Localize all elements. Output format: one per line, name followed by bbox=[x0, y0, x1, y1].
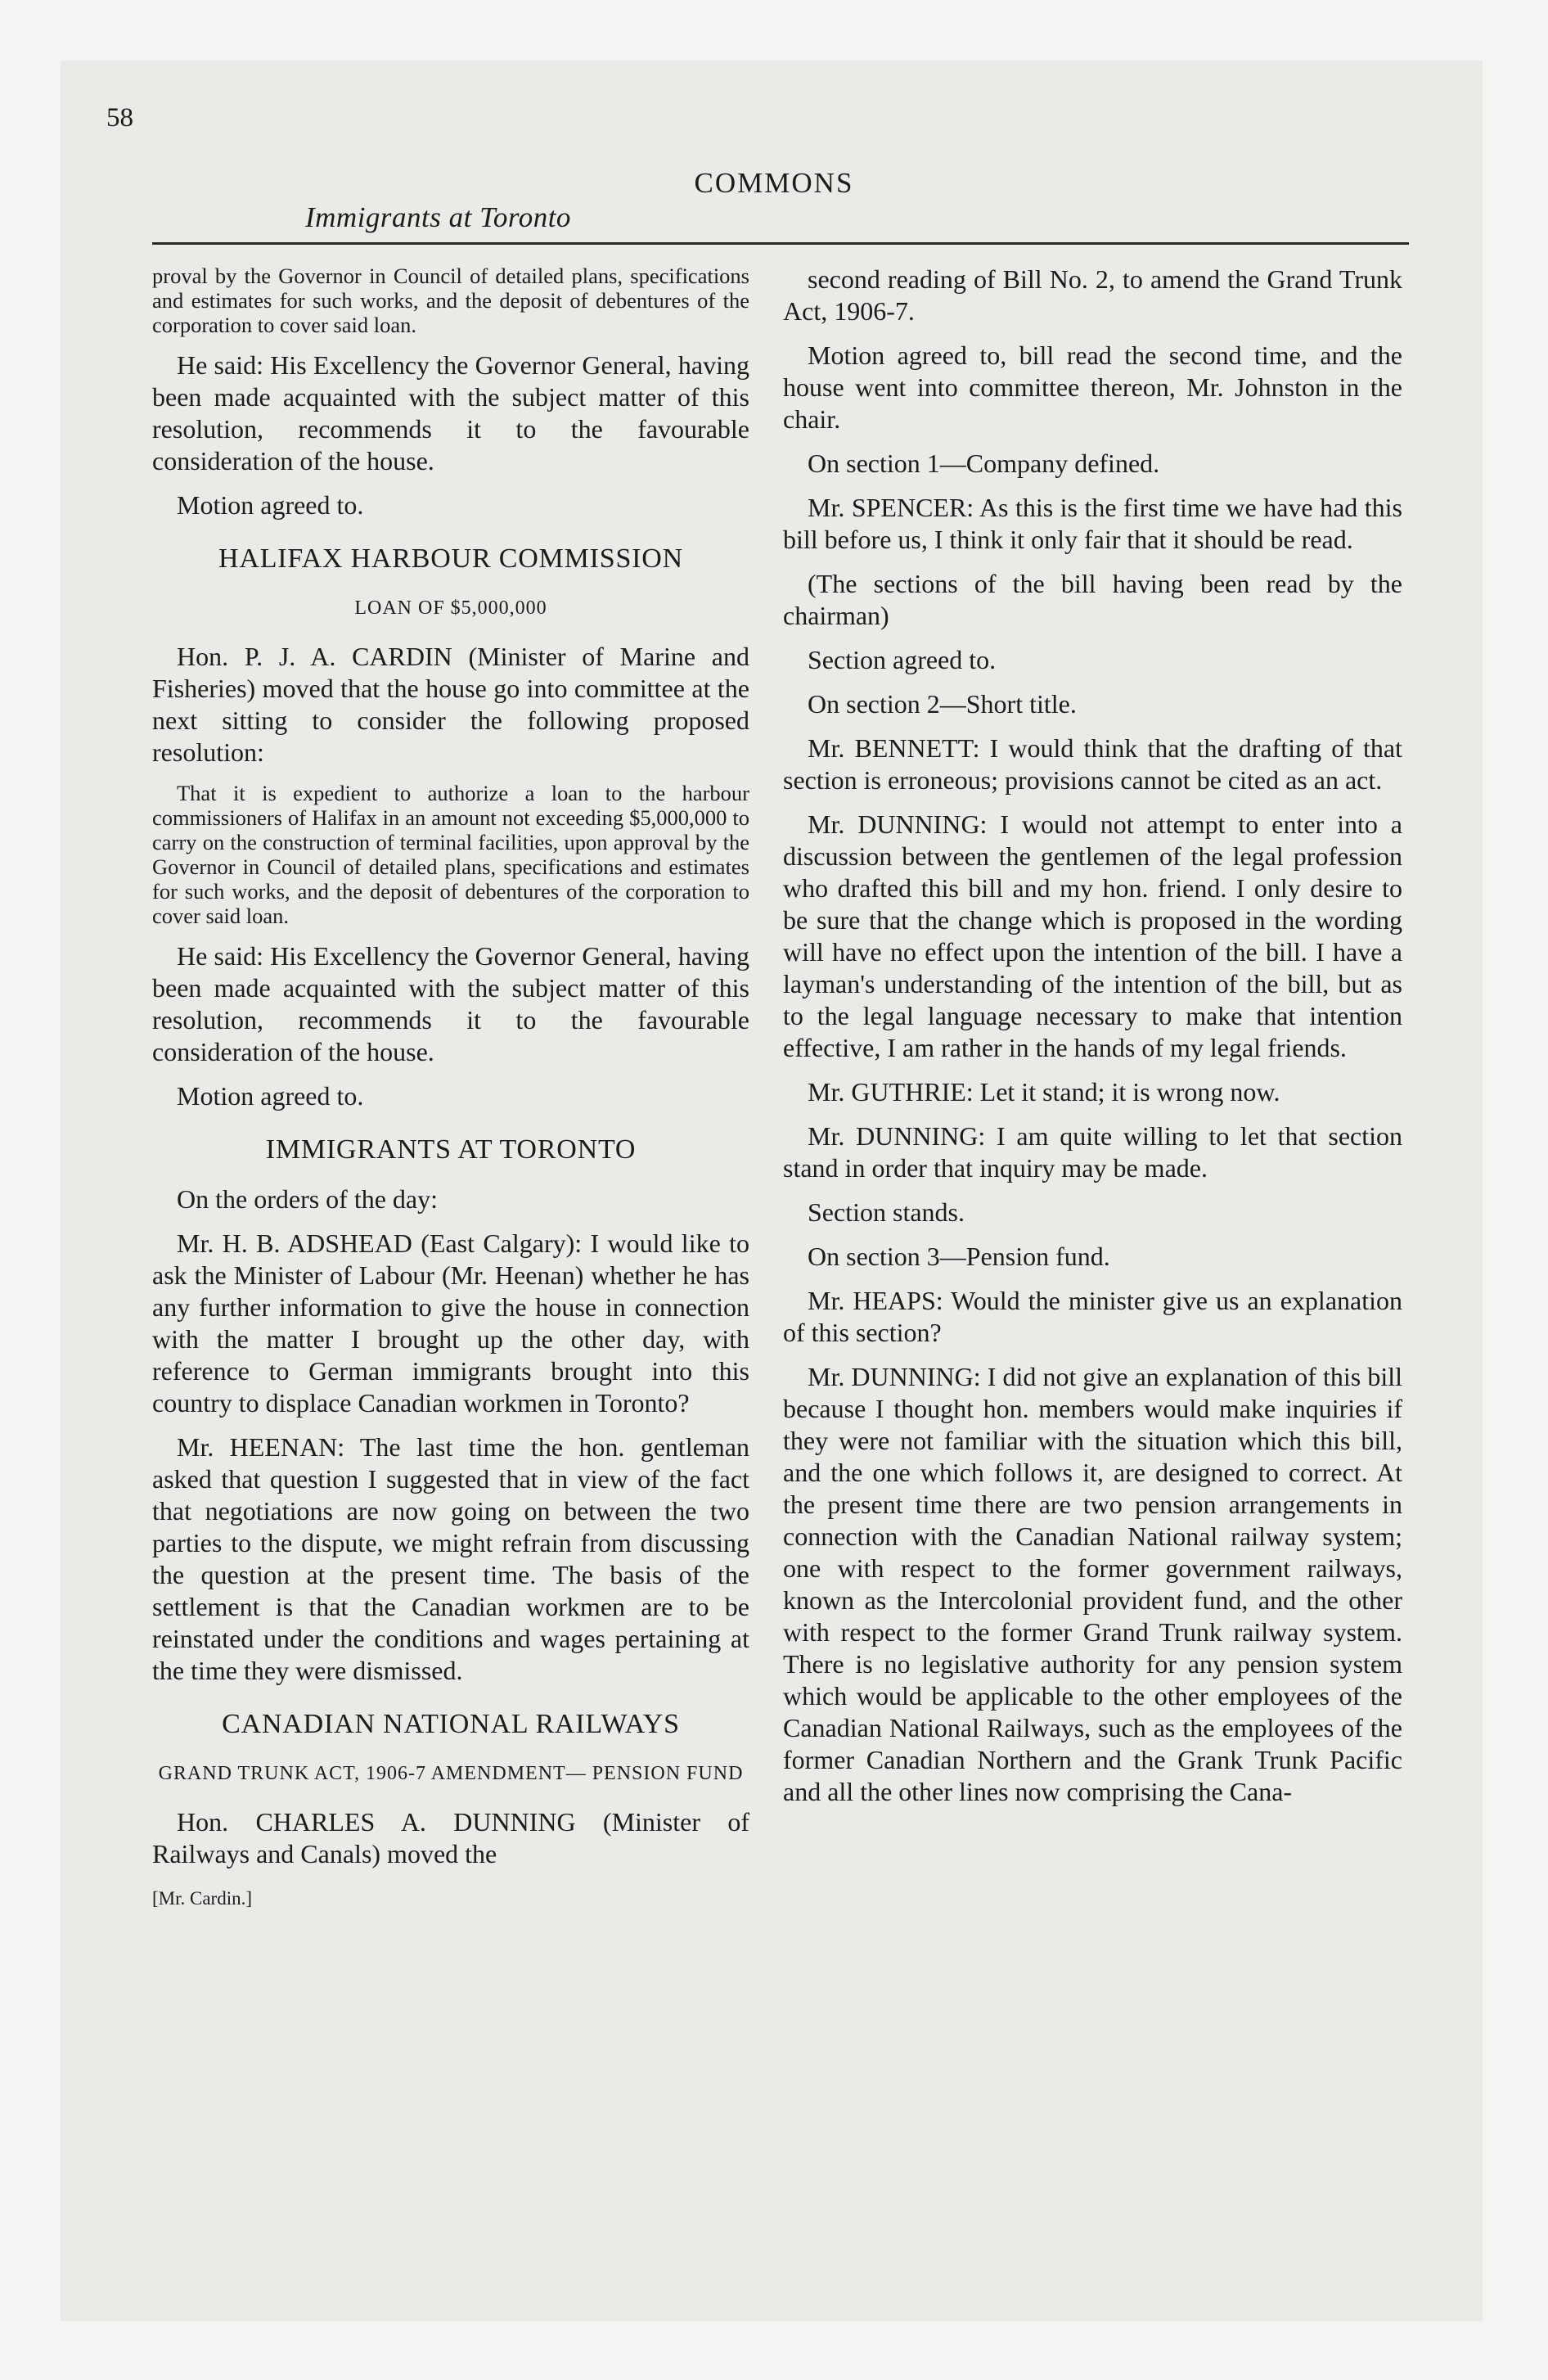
paragraph: proval by the Governor in Council of detailed plans, specifications and estimates for such works, and the deposit of debentures of the corporation to cover said loan. bbox=[152, 264, 749, 337]
paragraph: He said: His Excellency the Governor General, having been made acquainted with the subject matter of this resolution, recommends it to the favourable consideration of the house. bbox=[152, 941, 749, 1066]
section-heading: HALIFAX HARBOUR COMMISSION bbox=[218, 543, 683, 574]
paragraph: Mr. HEAPS: Would the minister give us an explanation of this section? bbox=[783, 1286, 1402, 1347]
section-heading: CANADIAN NATIONAL RAILWAYS bbox=[222, 1709, 680, 1739]
publication-title: COMMONS bbox=[694, 167, 854, 199]
paragraph: Motion agreed to, bill read the second time, and the house went into committee thereon, Mr. Johnston in the chair. bbox=[783, 340, 1402, 434]
page-number: 58 bbox=[106, 103, 133, 133]
left-column bbox=[152, 264, 749, 1914]
paragraph: On section 3—Pension fund. bbox=[808, 1242, 1110, 1271]
paragraph: Section stands. bbox=[808, 1197, 965, 1227]
right-column bbox=[783, 264, 1402, 1820]
paragraph: Mr. GUTHRIE: Let it stand; it is wrong now. bbox=[808, 1077, 1280, 1107]
paragraph: Motion agreed to. bbox=[177, 490, 364, 520]
paragraph: Mr. H. B. ADSHEAD (East Calgary): I would like to ask the Minister of Labour (Mr. Heenan) whether he has any further information to give the house in connection with the matter I brought up the other day, with reference to German immigrants brought into this country to displace Canadian workmen in Toronto? bbox=[152, 1228, 749, 1418]
paragraph: Motion agreed to. bbox=[177, 1081, 364, 1111]
paragraph: On section 1—Company defined. bbox=[808, 449, 1160, 478]
running-title: Immigrants at Toronto bbox=[305, 201, 571, 233]
speaker-footnote: [Mr. Cardin.] bbox=[152, 1888, 253, 1909]
paragraph: Section agreed to. bbox=[808, 645, 997, 674]
resolution-text: That it is expedient to authorize a loan to the harbour commissioners of Halifax in an amount not exceeding $5,000,000 to carry on the construction of terminal facilities, upon approval by the Governor in Council of detailed plans, specifications and estimates for such works, and the deposit of debentures of the corporation to cover said loan. bbox=[152, 781, 749, 928]
paragraph: Mr. DUNNING: I am quite willing to let that section stand in order that inquiry may be made. bbox=[783, 1121, 1402, 1183]
paragraph: Mr. SPENCER: As this is the first time we have had this bill before us, I think it only fair that it should be read. bbox=[783, 493, 1402, 554]
section-subheading: LOAN OF $5,000,000 bbox=[354, 597, 547, 619]
paragraph: (The sections of the bill having been read by the chairman) bbox=[783, 569, 1402, 630]
paragraph: Mr. BENNETT: I would think that the drafting of that section is erroneous; provisions cannot be cited as an act. bbox=[783, 733, 1402, 795]
section-subheading: GRAND TRUNK ACT, 1906-7 AMENDMENT— PENSION FUND bbox=[158, 1763, 744, 1784]
header-rule bbox=[152, 242, 1409, 245]
section-heading: IMMIGRANTS AT TORONTO bbox=[265, 1134, 637, 1165]
paragraph: Mr. HEENAN: The last time the hon. gentleman asked that question I suggested that in view of the fact that negotiations are now going on between the two parties to the dispute, we might refrain from discussing the question at the present time. The basis of the settlement is that the Canadian workmen are to be reinstated under the conditions and wages pertaining at the time they were dismissed. bbox=[152, 1432, 749, 1685]
paragraph: On section 2—Short title. bbox=[808, 689, 1077, 719]
paragraph: On the orders of the day: bbox=[177, 1184, 439, 1214]
paragraph: Mr. DUNNING: I would not attempt to enter into a discussion between the gentlemen of the legal profession who drafted this bill and my hon. friend. I only desire to be sure that the change which is proposed in the wording will have no effect upon the intention of the bill. I have a layman's understanding of the intention of the bill, but as to the legal language necessary to make that intention effective, I am rather in the hands of my legal friends. bbox=[783, 809, 1402, 1062]
paragraph: Mr. DUNNING: I did not give an explanation of this bill because I thought hon. members would make inquiries if they were not familiar with the situation which this bill, and the one which follows it, are designed to correct. At the present time there are two pension arrangements in connection with the Canadian National railway system; one with respect to the former government railways, known as the Intercolonial provident fund, and the other with respect to the former Grand Trunk railway system. There is no legislative authority for any pension system which would be applicable to the other employees of the Canadian National Railways, such as the employees of the former Canadian Northern and the Grank Trunk Pacific and all the other lines now comprising the Cana- bbox=[783, 1362, 1402, 1806]
paragraph: Hon. P. J. A. CARDIN (Minister of Marine and Fisheries) moved that the house go into committee at the next sitting to consider the following proposed resolution: bbox=[152, 642, 749, 767]
paragraph: second reading of Bill No. 2, to amend the Grand Trunk Act, 1906-7. bbox=[783, 264, 1402, 326]
paragraph: He said: His Excellency the Governor General, having been made acquainted with the subject matter of this resolution, recommends it to the favourable consideration of the house. bbox=[152, 350, 749, 476]
paragraph: Hon. CHARLES A. DUNNING (Minister of Railways and Canals) moved the bbox=[152, 1807, 749, 1868]
